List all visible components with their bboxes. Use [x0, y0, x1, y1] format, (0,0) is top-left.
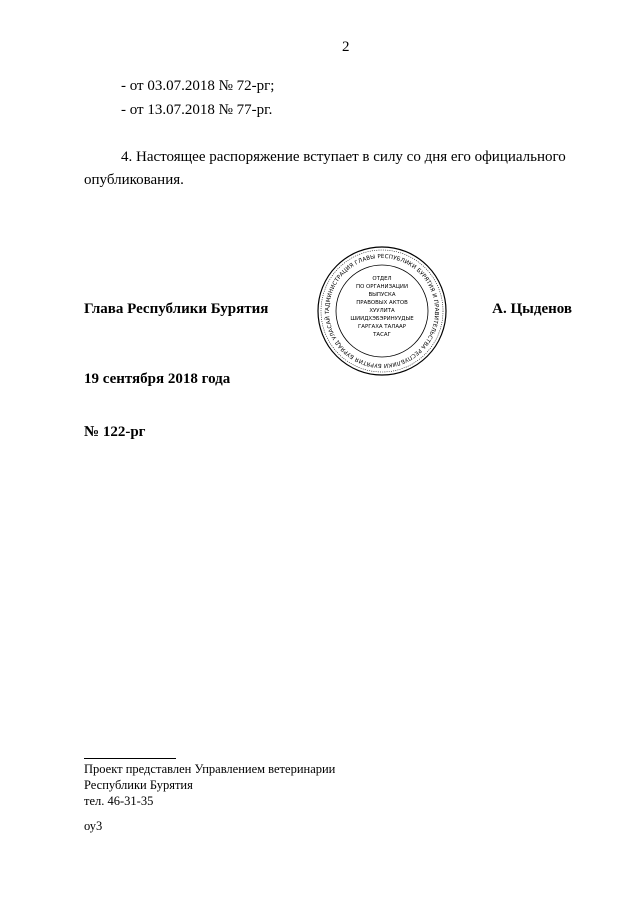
- signatory-name: А. Цыденов: [492, 301, 572, 317]
- signatory-position: Глава Республики Бурятия: [84, 301, 269, 317]
- seal-center-line: ТАСАГ: [373, 332, 391, 338]
- document-number: № 122-рг: [84, 424, 146, 440]
- footer-line: Проект представлен Управлением ветеринарии: [84, 762, 336, 776]
- seal-center-line: ПРАВОВЫХ АКТОВ: [356, 300, 408, 306]
- document-date: 19 сентября 2018 года: [84, 371, 231, 387]
- seal-center-line: ГАРГАХА ТАЛААР: [358, 324, 406, 330]
- footer-divider: [84, 758, 176, 759]
- seal-ring-text: АДМИНИСТРАЦИЯ ГЛАВЫ РЕСПУБЛИКИ БУРЯТИЯ И ПРАВИТЕЛЬСТВА РЕСПУБЛИКИ БУРЯТИЯ БУРЯАД УЛАСАЙ Т: [324, 253, 440, 369]
- paragraph-4-line: 4. Настоящее распоряжение вступает в силу со дня его официального: [121, 149, 566, 165]
- seal-center-line: ПО ОРГАНИЗАЦИИ: [356, 284, 408, 290]
- footer-code: оу3: [84, 819, 103, 833]
- page-number: 2: [342, 39, 350, 55]
- footer-phone: тел. 46-31-35: [84, 794, 154, 808]
- seal-center-line: ОТДЕЛ: [372, 276, 392, 282]
- seal-center-line: ВЫПУСКА: [368, 292, 396, 298]
- paragraph-4-line: опубликования.: [84, 172, 184, 188]
- list-item: - от 03.07.2018 № 72-рг;: [121, 78, 275, 94]
- footer-line: Республики Бурятия: [84, 778, 193, 792]
- seal-center-line: ШИИДХЭБЭРИНУУДЫЕ: [350, 316, 414, 322]
- seal-center-line: ХУУЛИТА: [369, 308, 395, 314]
- official-seal: [316, 245, 448, 377]
- list-item: - от 13.07.2018 № 77-рг.: [121, 102, 273, 118]
